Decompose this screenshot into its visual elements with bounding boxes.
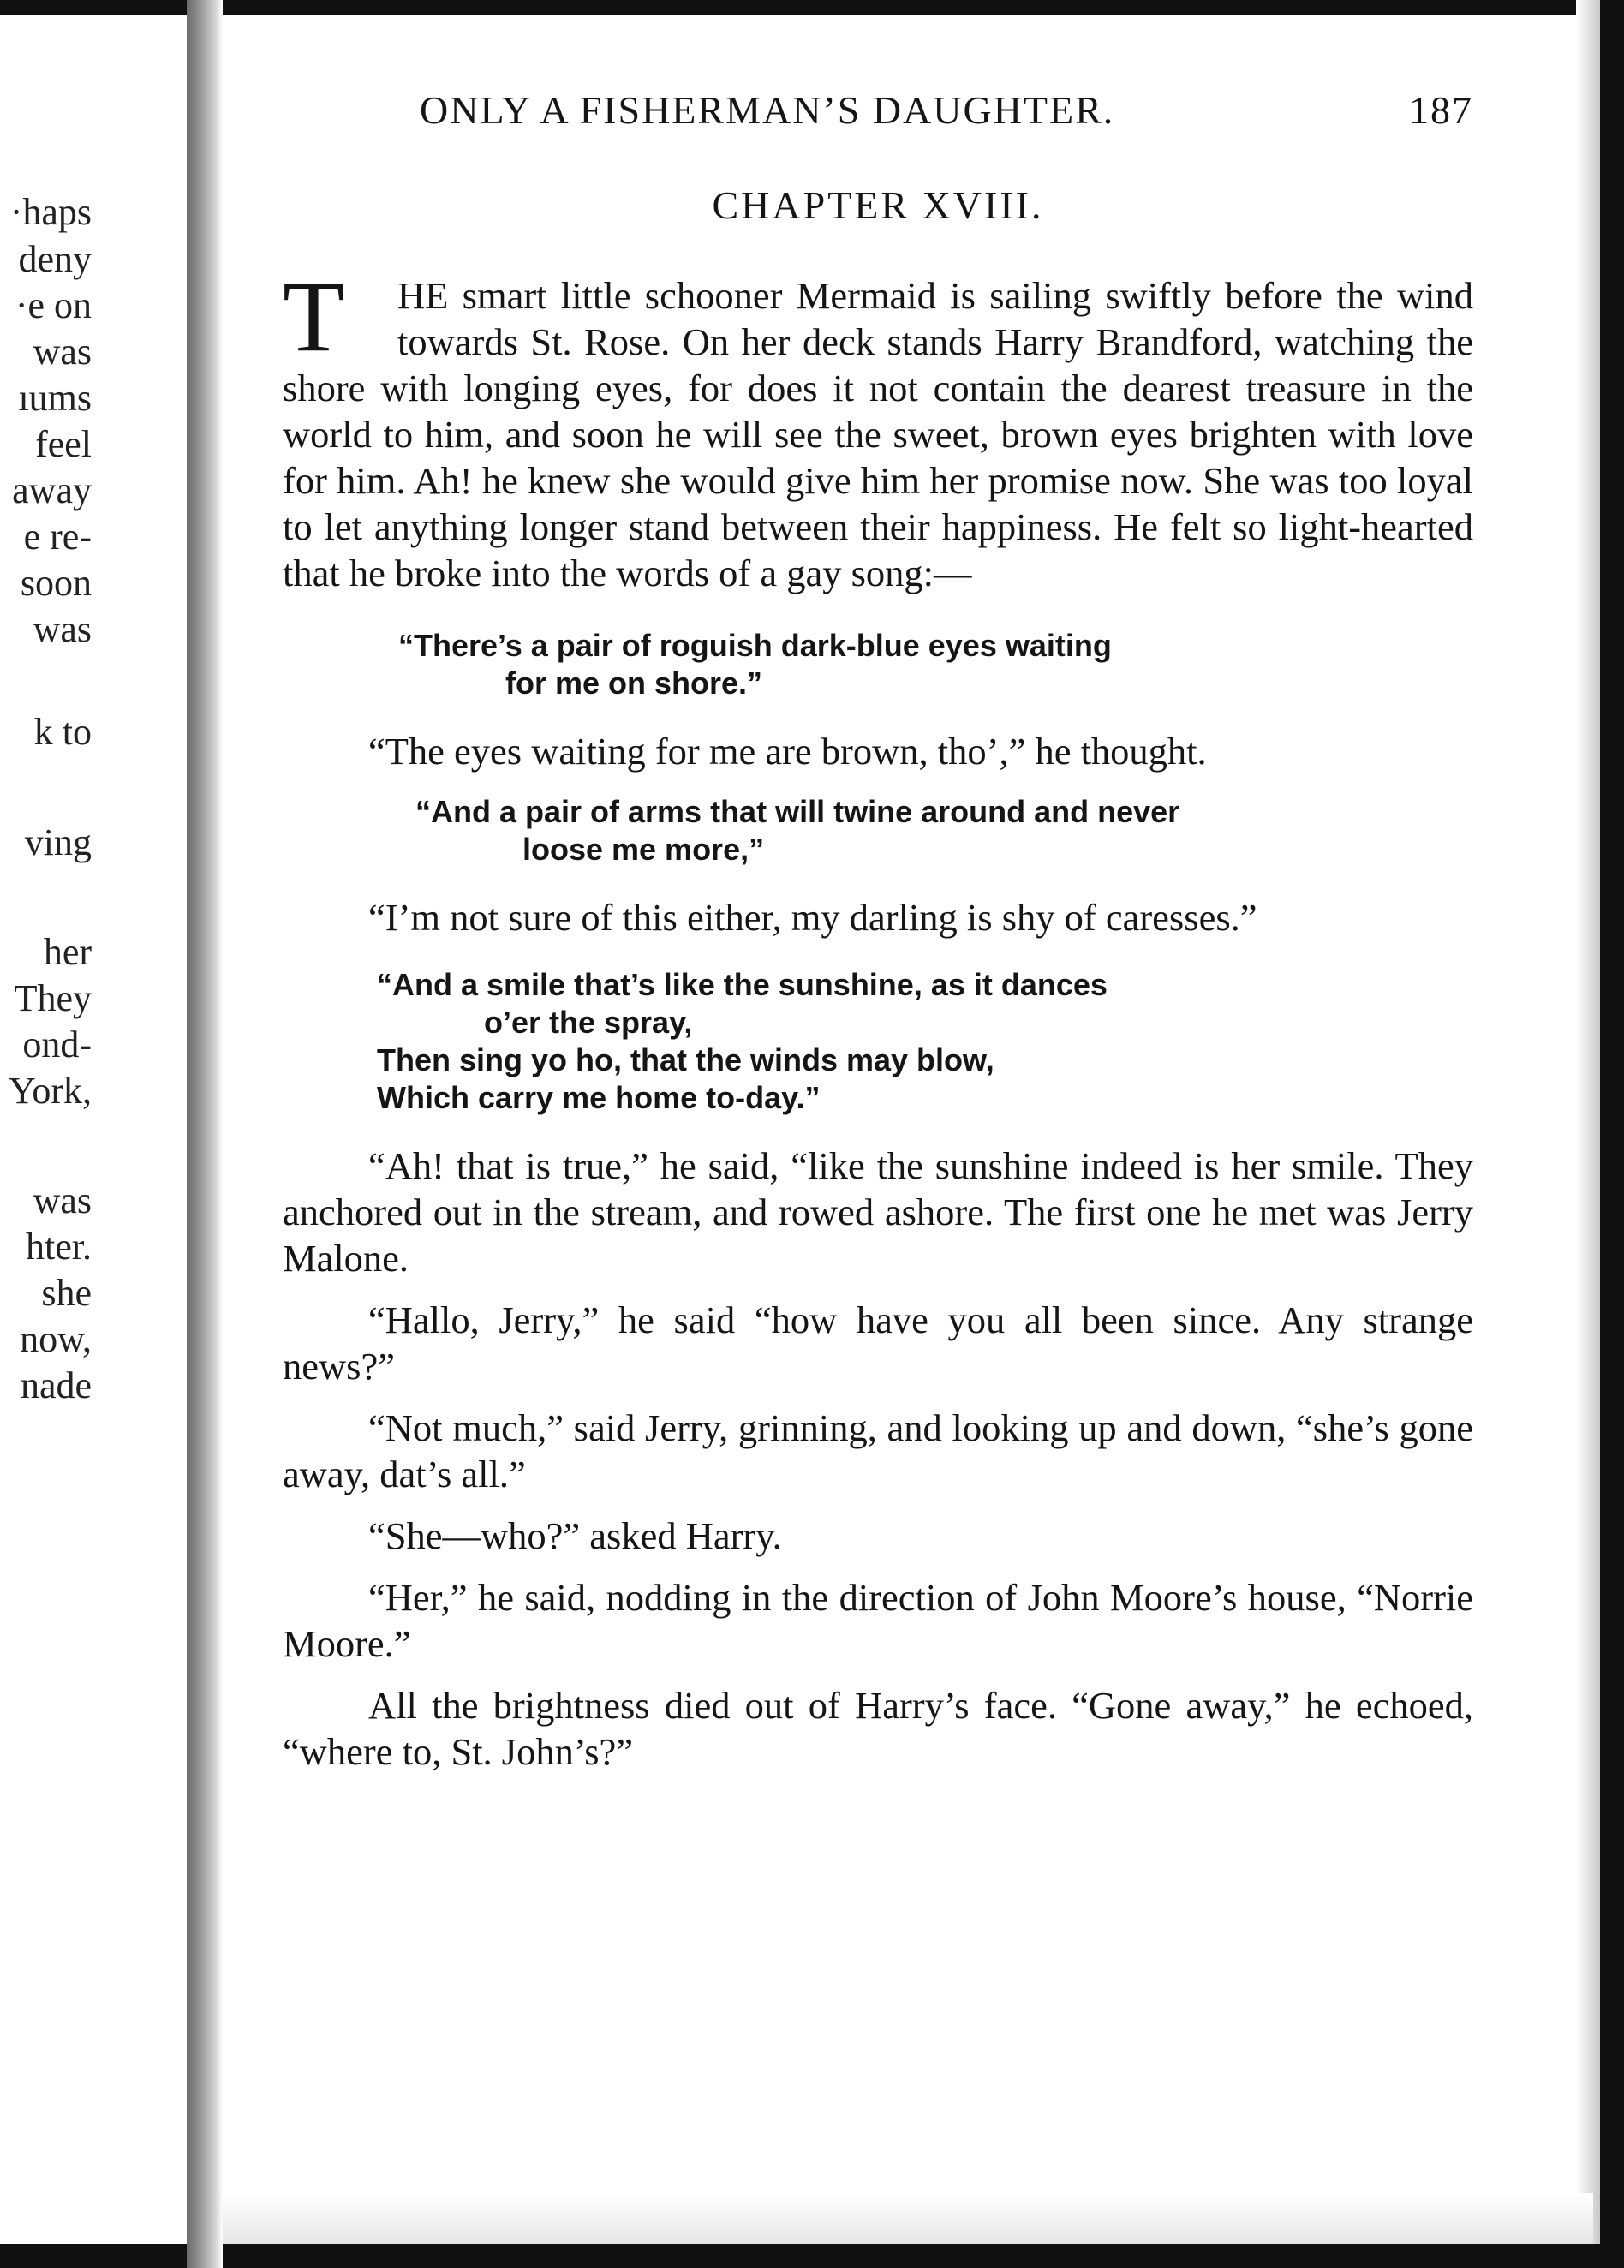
song-verse xyxy=(283,627,1473,702)
paragraph: “The eyes waiting for me are brown, tho’,” he thought. xyxy=(368,730,1207,773)
verse-line: Then sing yo ho, that the winds may blow, xyxy=(377,1042,994,1077)
page-number: 187 xyxy=(1409,88,1473,132)
song-verse xyxy=(283,966,1473,1117)
paragraph: “Hallo, Jerry,” he said “how have you all been since. Any strange news?” xyxy=(283,1298,1473,1388)
facing-page-word: was xyxy=(33,1179,92,1221)
paragraph: “Her,” he said, nodding in the direction of John Moore’s house, “Norrie Moore.” xyxy=(283,1576,1473,1665)
paragraph: “She—who?” asked Harry. xyxy=(368,1514,782,1557)
facing-page-word: soon xyxy=(20,562,92,604)
facing-page-word: York, xyxy=(8,1070,92,1112)
facing-page-word: e re- xyxy=(23,516,92,558)
facing-page-word: hter. xyxy=(26,1226,92,1268)
facing-page-word: deny xyxy=(18,238,92,280)
song-verse xyxy=(283,793,1473,868)
facing-page-word: ving xyxy=(24,821,92,863)
facing-page-word: ·e on xyxy=(15,284,92,326)
facing-page-word: They xyxy=(14,977,92,1019)
scan-bottom-edge xyxy=(0,2244,1624,2268)
facing-page-word: away xyxy=(12,469,92,511)
paragraph: “I’m not sure of this either, my darling is shy of caresses.” xyxy=(368,896,1257,939)
facing-page-word: her xyxy=(43,931,92,973)
chapter-heading: CHAPTER XVIII. xyxy=(712,183,1044,227)
page-bottom-shade xyxy=(188,2193,1593,2244)
running-title: ONLY A FISHERMAN’S DAUGHTER. xyxy=(420,88,1115,132)
book-gutter xyxy=(187,0,223,2268)
facing-page-word: ond- xyxy=(22,1024,92,1065)
scan-top-edge xyxy=(0,0,1624,15)
verse-line: for me on shore.” xyxy=(505,665,763,701)
paragraph-text: HE smart little schooner Mermaid is sailing swiftly before the wind towards St. Rose. On her deck stands Harry Brandford, watching the shore with longing eyes, for does it not contain the dearest treasure in the world to him, and soon he will see the sweet, brown eyes brighten with love for him. Ah! he knew she would give him her promise now. She was too loyal to let anything longer stand between their happiness. He felt so light-hearted that he broke into the words of a gay song:— xyxy=(283,274,1473,594)
verse-line: Which carry me home to-day.” xyxy=(377,1080,821,1115)
facing-page-word: ·haps xyxy=(9,191,92,233)
facing-page-word: nade xyxy=(20,1364,92,1406)
facing-page-word: was xyxy=(33,331,92,373)
paragraph: “Not much,” said Jerry, grinning, and looking up and down, “she’s gone away, dat’s all.” xyxy=(283,1406,1473,1495)
facing-page-fragment xyxy=(0,0,184,2244)
verse-line: “And a smile that’s like the sunshine, as it dances xyxy=(377,967,1108,1002)
facing-page-word: she xyxy=(41,1272,92,1314)
facing-page-word: now, xyxy=(20,1318,92,1360)
scan-right-edge xyxy=(1600,0,1624,2268)
verse-line: o’er the spray, xyxy=(484,1005,693,1040)
facing-page-word: ıums xyxy=(18,377,92,419)
verse-line: loose me more,” xyxy=(522,832,765,867)
paragraph-opening xyxy=(283,260,1473,596)
drop-cap: T xyxy=(283,260,345,373)
facing-page-word: was xyxy=(33,608,92,650)
facing-page-word: feel xyxy=(35,423,92,465)
verse-line: “There’s a pair of roguish dark-blue eyes waiting xyxy=(398,628,1112,663)
page-right-shadow xyxy=(1576,0,1600,2268)
facing-page-word: k to xyxy=(33,711,92,753)
paragraph: All the brightness died out of Harry’s face. “Gone away,” he echoed, “where to, St. John’s?” xyxy=(283,1684,1473,1773)
chapter-body xyxy=(283,260,1473,1775)
paragraph: “Ah! that is true,” he said, “like the sunshine indeed is her smile. They anchored out in the stream, and rowed ashore. The first one he met was Jerry Malone. xyxy=(283,1144,1473,1280)
verse-line: “And a pair of arms that will twine around and never xyxy=(415,794,1180,829)
